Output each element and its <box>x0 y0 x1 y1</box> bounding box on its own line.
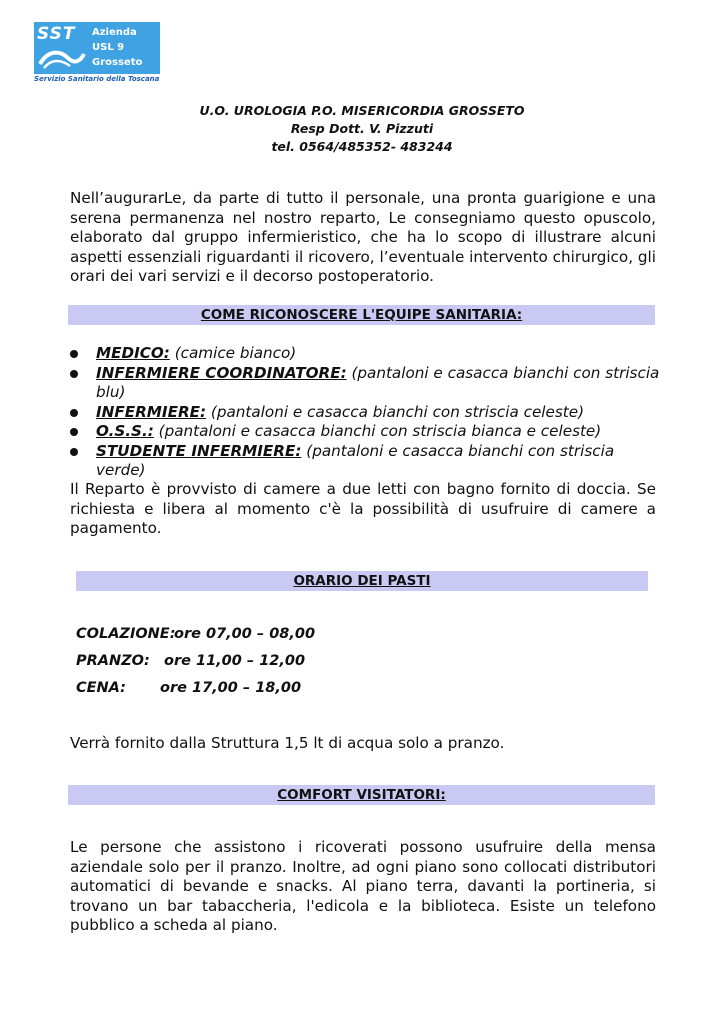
header-phone: tel. 0564/485352- 483244 <box>271 139 453 154</box>
list-item <box>70 422 660 442</box>
meal-name: PRANZO: <box>76 653 150 669</box>
header-responsible: Resp Dott. V. Pizzuti <box>290 121 434 136</box>
bullet-icon <box>70 350 78 358</box>
staff-role: O.S.S.: <box>96 422 154 440</box>
staff-desc: (pantaloni e casacca bianchi con striscia verde) <box>96 441 615 479</box>
logo-line-2: USL 9 <box>92 42 125 53</box>
bullet-icon <box>70 428 78 436</box>
bullet-icon <box>70 448 78 456</box>
staff-desc: (camice bianco) <box>169 344 297 362</box>
meal-time: ore 11,00 – 12,00 <box>164 653 306 669</box>
staff-role: INFERMIERE COORDINATORE: <box>96 363 347 382</box>
section-equipe-heading: COME RICONOSCERE L'EQUIPE SANITARIA: <box>68 305 655 325</box>
intro-paragraph: Nell’augurarLe, da parte di tutto il personale, una pronta guarigione e una serena permanenza nel nostro reparto, Le consegniamo questo opuscolo, elaborato dal gruppo infermieristico, che ha lo scopo di illustrare alcuni aspetti essenziali riguardanti il ricovero, l’eventuale intervento chirurgico, gli orari dei vari servizi e il decorso postoperatorio. <box>70 189 656 285</box>
list-item <box>70 442 660 481</box>
staff-list <box>70 344 660 481</box>
staff-role: INFERMIERE: <box>96 402 207 421</box>
rooms-paragraph: Il Reparto è provvisto di camere a due letti con bagno fornito di doccia. Se richiesta e libera al momento c'è la possibilità di usufruire di camere a pagamento. <box>70 480 656 537</box>
logo-caption: Servizio Sanitario della Toscana <box>34 75 160 83</box>
staff-desc: (pantaloni e casacca bianchi con striscia bianca e celeste) <box>153 422 602 440</box>
staff-desc: (pantaloni e casacca bianchi con striscia celeste) <box>206 402 585 421</box>
logo-box <box>34 22 160 74</box>
list-item <box>70 403 660 423</box>
logo-text <box>92 25 142 70</box>
staff-desc: (pantaloni e casacca bianchi con striscia blu) <box>96 363 660 401</box>
water-paragraph: Verrà fornito dalla Struttura 1,5 lt di acqua solo a pranzo. <box>70 734 505 752</box>
meal-time: ore 07,00 – 08,00 <box>174 626 316 642</box>
list-item <box>70 364 660 403</box>
bullet-icon <box>70 409 78 417</box>
logo-line-3: Grosseto <box>92 57 143 68</box>
list-item <box>70 344 660 364</box>
bullet-icon <box>70 370 78 378</box>
logo-line-1: Azienda <box>92 27 137 38</box>
logo-wave-icon <box>38 46 86 70</box>
meal-name: CENA: <box>76 680 126 696</box>
section-comfort-heading: COMFORT VISITATORI: <box>68 785 655 805</box>
staff-role: MEDICO: <box>96 344 170 362</box>
asl-logo <box>34 22 160 84</box>
meal-time: ore 17,00 – 18,00 <box>160 680 302 696</box>
header-unit: U.O. UROLOGIA P.O. MISERICORDIA GROSSETO <box>199 103 525 118</box>
document-header <box>0 102 724 156</box>
staff-role: STUDENTE INFERMIERE: <box>96 441 302 460</box>
logo-abbr: SST <box>37 24 76 44</box>
meal-name: COLAZIONE: <box>76 626 176 642</box>
section-pasti-heading: ORARIO DEI PASTI <box>76 571 648 591</box>
comfort-paragraph: Le persone che assistono i ricoverati possono usufruire della mensa aziendale solo per il pranzo. Inoltre, ad ogni piano sono collocati distributori automatici di bevande e snacks. Al piano terra, davanti la portineria, si trovano un bar tabaccheria, l'edicola e la biblioteca. Esiste un telefono pubblico a scheda al piano. <box>70 838 656 934</box>
